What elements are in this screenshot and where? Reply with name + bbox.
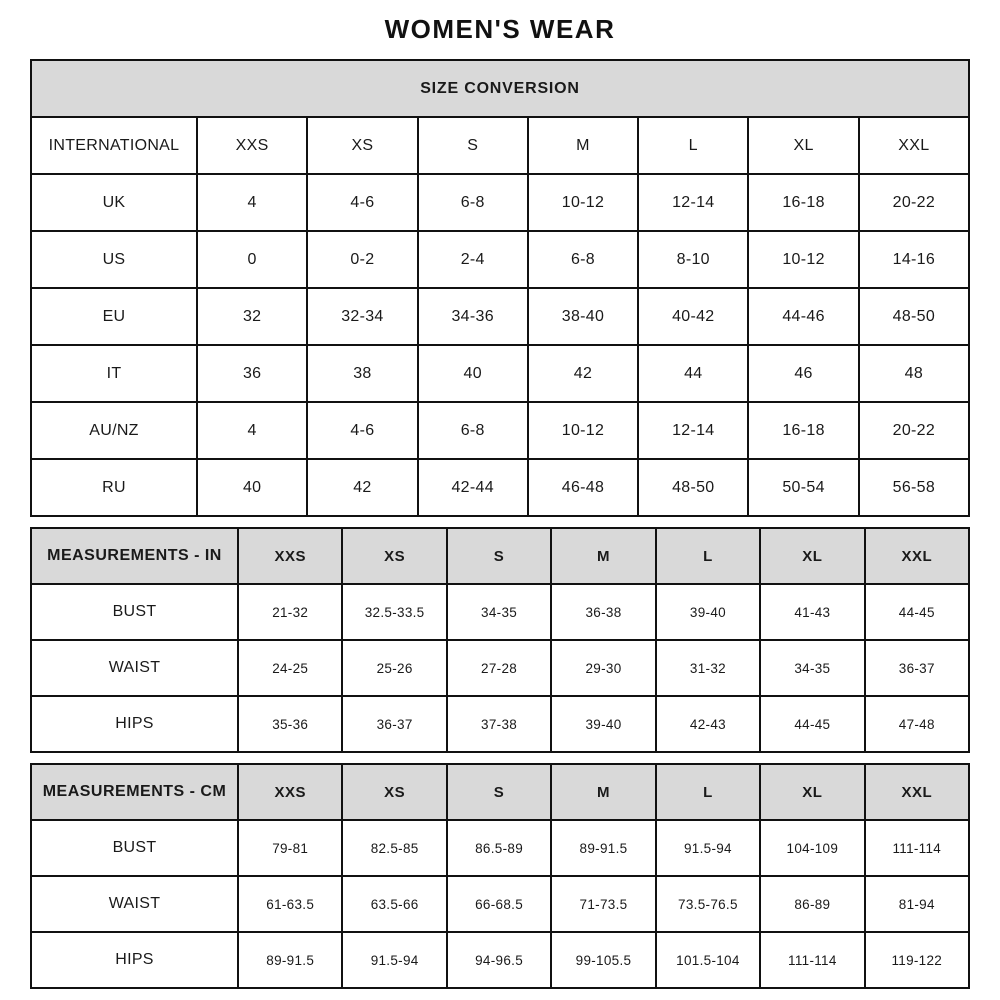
size-value-cell: 0 <box>197 231 307 288</box>
measurement-value-cell: 32.5-33.5 <box>342 584 446 640</box>
measurements-in-table <box>30 527 970 753</box>
size-column-header: S <box>447 528 551 584</box>
size-value-cell: 16-18 <box>748 402 858 459</box>
measurements-cm-table <box>30 763 970 989</box>
measurement-row-label: HIPS <box>31 696 238 752</box>
measurement-value-cell: 34-35 <box>447 584 551 640</box>
size-column-header: XS <box>342 528 446 584</box>
measurement-value-cell: 39-40 <box>656 584 760 640</box>
measurement-value-cell: 39-40 <box>551 696 655 752</box>
page-title: WOMEN'S WEAR <box>384 14 616 44</box>
measurements-cm-grid <box>31 764 969 988</box>
size-value-cell: 16-18 <box>748 174 858 231</box>
region-row-label: UK <box>31 174 197 231</box>
measurement-value-cell: 79-81 <box>238 820 342 876</box>
measurement-value-cell: 99-105.5 <box>551 932 655 988</box>
measurement-row-label: HIPS <box>31 932 238 988</box>
measurement-value-cell: 36-38 <box>551 584 655 640</box>
size-column-header: L <box>656 528 760 584</box>
measurement-value-cell: 42-43 <box>656 696 760 752</box>
size-value-cell: 46 <box>748 345 858 402</box>
measurement-value-cell: 82.5-85 <box>342 820 446 876</box>
size-value-cell: 12-14 <box>638 402 748 459</box>
size-value-cell: 10-12 <box>528 174 638 231</box>
size-value-cell: 32-34 <box>307 288 417 345</box>
size-column-header: XXL <box>865 528 969 584</box>
measurement-value-cell: 61-63.5 <box>238 876 342 932</box>
measurement-value-cell: 91.5-94 <box>342 932 446 988</box>
measurement-value-cell: 73.5-76.5 <box>656 876 760 932</box>
size-column-header: S <box>447 764 551 820</box>
size-value-cell: 6-8 <box>418 402 528 459</box>
size-value-cell: 6-8 <box>418 174 528 231</box>
size-value-cell: 10-12 <box>528 402 638 459</box>
measurement-value-cell: 36-37 <box>342 696 446 752</box>
size-column-header: XL <box>760 528 864 584</box>
measurements-in-grid <box>31 528 969 752</box>
measurements-table-title: MEASUREMENTS - IN <box>31 528 238 584</box>
size-value-cell: 32 <box>197 288 307 345</box>
size-conversion-grid <box>31 60 969 516</box>
measurement-value-cell: 111-114 <box>760 932 864 988</box>
size-value-cell: 12-14 <box>638 174 748 231</box>
size-column-header: S <box>418 117 528 174</box>
size-value-cell: 44-46 <box>748 288 858 345</box>
measurement-value-cell: 81-94 <box>865 876 969 932</box>
measurement-row-label: WAIST <box>31 876 238 932</box>
measurement-row-label: BUST <box>31 820 238 876</box>
size-value-cell: 4 <box>197 402 307 459</box>
measurement-value-cell: 71-73.5 <box>551 876 655 932</box>
size-value-cell: 4 <box>197 174 307 231</box>
measurements-table-title: MEASUREMENTS - CM <box>31 764 238 820</box>
size-value-cell: 48 <box>859 345 969 402</box>
measurement-value-cell: 25-26 <box>342 640 446 696</box>
size-conversion-title: SIZE CONVERSION <box>31 60 969 117</box>
measurement-value-cell: 47-48 <box>865 696 969 752</box>
measurement-value-cell: 44-45 <box>760 696 864 752</box>
measurement-value-cell: 37-38 <box>447 696 551 752</box>
size-value-cell: 4-6 <box>307 402 417 459</box>
size-value-cell: 34-36 <box>418 288 528 345</box>
size-value-cell: 38 <box>307 345 417 402</box>
size-value-cell: 48-50 <box>638 459 748 516</box>
measurement-value-cell: 24-25 <box>238 640 342 696</box>
size-value-cell: 42 <box>528 345 638 402</box>
measurement-value-cell: 66-68.5 <box>447 876 551 932</box>
size-column-header: XXL <box>859 117 969 174</box>
measurement-value-cell: 111-114 <box>865 820 969 876</box>
measurement-value-cell: 35-36 <box>238 696 342 752</box>
size-value-cell: 44 <box>638 345 748 402</box>
size-value-cell: 38-40 <box>528 288 638 345</box>
region-row-label: RU <box>31 459 197 516</box>
measurement-value-cell: 41-43 <box>760 584 864 640</box>
measurement-row-label: BUST <box>31 584 238 640</box>
size-value-cell: 20-22 <box>859 402 969 459</box>
measurement-value-cell: 29-30 <box>551 640 655 696</box>
size-value-cell: 48-50 <box>859 288 969 345</box>
region-row-label: EU <box>31 288 197 345</box>
size-value-cell: 10-12 <box>748 231 858 288</box>
measurement-value-cell: 119-122 <box>865 932 969 988</box>
size-column-header: XS <box>342 764 446 820</box>
size-value-cell: 8-10 <box>638 231 748 288</box>
international-header: INTERNATIONAL <box>31 117 197 174</box>
measurement-row-label: WAIST <box>31 640 238 696</box>
size-value-cell: 2-4 <box>418 231 528 288</box>
measurement-value-cell: 36-37 <box>865 640 969 696</box>
size-value-cell: 40 <box>197 459 307 516</box>
measurement-value-cell: 34-35 <box>760 640 864 696</box>
size-conversion-table <box>30 59 970 517</box>
size-value-cell: 50-54 <box>748 459 858 516</box>
size-column-header: M <box>528 117 638 174</box>
size-column-header: XS <box>307 117 417 174</box>
size-value-cell: 20-22 <box>859 174 969 231</box>
measurement-value-cell: 31-32 <box>656 640 760 696</box>
size-value-cell: 46-48 <box>528 459 638 516</box>
measurement-value-cell: 86.5-89 <box>447 820 551 876</box>
measurement-value-cell: 104-109 <box>760 820 864 876</box>
size-value-cell: 36 <box>197 345 307 402</box>
measurement-value-cell: 44-45 <box>865 584 969 640</box>
size-value-cell: 40 <box>418 345 528 402</box>
measurement-value-cell: 63.5-66 <box>342 876 446 932</box>
size-value-cell: 42-44 <box>418 459 528 516</box>
size-column-header: M <box>551 528 655 584</box>
measurement-value-cell: 89-91.5 <box>238 932 342 988</box>
measurement-value-cell: 89-91.5 <box>551 820 655 876</box>
size-column-header: L <box>656 764 760 820</box>
size-column-header: XL <box>760 764 864 820</box>
size-value-cell: 0-2 <box>307 231 417 288</box>
measurement-value-cell: 101.5-104 <box>656 932 760 988</box>
size-column-header: XXS <box>238 764 342 820</box>
size-value-cell: 56-58 <box>859 459 969 516</box>
measurement-value-cell: 27-28 <box>447 640 551 696</box>
size-column-header: XL <box>748 117 858 174</box>
size-value-cell: 40-42 <box>638 288 748 345</box>
region-row-label: AU/NZ <box>31 402 197 459</box>
size-value-cell: 4-6 <box>307 174 417 231</box>
size-column-header: XXS <box>238 528 342 584</box>
region-row-label: US <box>31 231 197 288</box>
size-column-header: M <box>551 764 655 820</box>
measurement-value-cell: 86-89 <box>760 876 864 932</box>
size-value-cell: 14-16 <box>859 231 969 288</box>
measurement-value-cell: 21-32 <box>238 584 342 640</box>
region-row-label: IT <box>31 345 197 402</box>
size-value-cell: 42 <box>307 459 417 516</box>
measurement-value-cell: 91.5-94 <box>656 820 760 876</box>
size-column-header: XXL <box>865 764 969 820</box>
size-column-header: L <box>638 117 748 174</box>
size-value-cell: 6-8 <box>528 231 638 288</box>
size-column-header: XXS <box>197 117 307 174</box>
measurement-value-cell: 94-96.5 <box>447 932 551 988</box>
